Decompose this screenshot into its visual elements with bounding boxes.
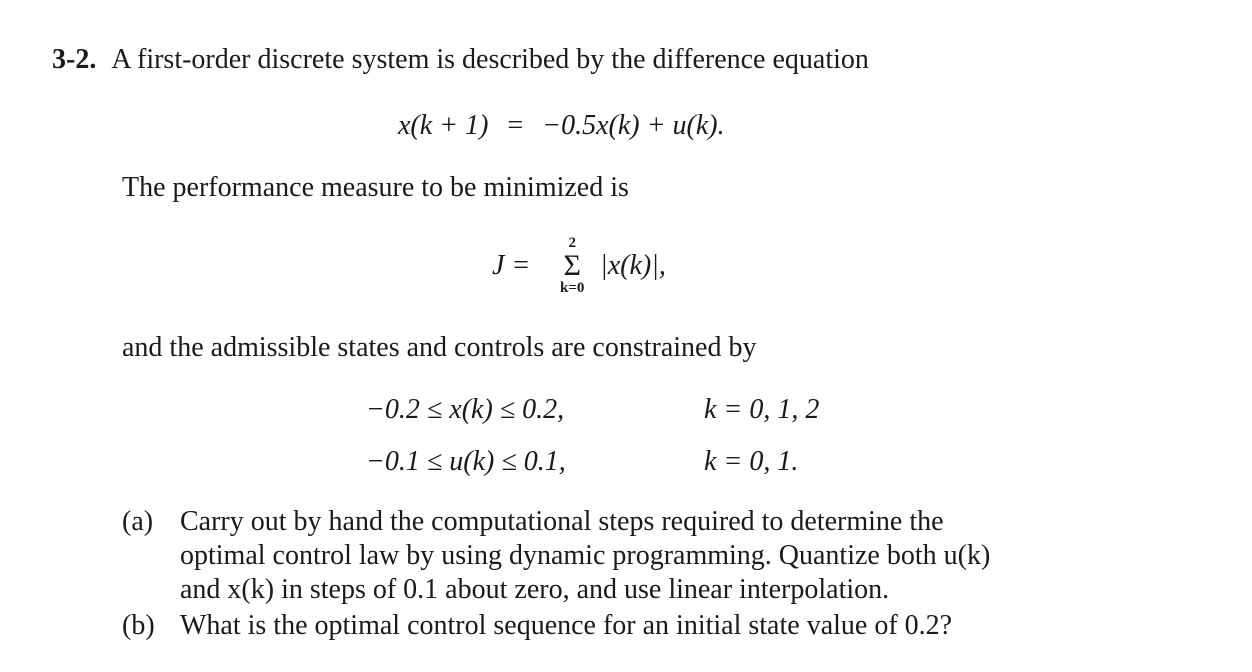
part-line: What is the optimal control sequence for an initial state value of 0.2? — [180, 610, 953, 641]
equation-rhs: −0.5x(k) + u(k). — [542, 110, 725, 141]
constraint-range: k = 0, 1, 2 — [704, 394, 820, 425]
part-line: optimal control law by using dynamic programming. Quantize both u(k) — [180, 540, 991, 571]
constraint-row — [366, 394, 564, 426]
part-label: (a) — [122, 506, 154, 537]
constraint-expr: −0.1 ≤ u(k) ≤ 0.1, — [366, 446, 566, 477]
problem-statement: A first-order discrete system is described by the difference equation — [111, 44, 869, 75]
constraint-expr: −0.2 ≤ x(k) ≤ 0.2, — [366, 394, 565, 425]
performance-lhs: J = — [492, 250, 531, 281]
part-label: (b) — [122, 610, 155, 641]
sum-upper-limit: 2 — [568, 235, 576, 251]
part-line: and x(k) in steps of 0.1 about zero, and use linear interpolation. — [180, 574, 890, 605]
sum-lower-limit: k=0 — [560, 280, 585, 296]
problem-header — [52, 44, 869, 76]
performance-summand: |x(k)|, — [600, 250, 666, 281]
equation-equals: = — [507, 110, 524, 141]
equation-lhs: x(k + 1) — [398, 110, 489, 141]
part-line: Carry out by hand the computational steps required to determine the — [180, 506, 944, 537]
performance-intro: The performance measure to be minimized is — [122, 172, 629, 203]
difference-equation — [398, 110, 725, 142]
summation — [560, 236, 584, 296]
sigma-icon: Σ — [563, 249, 581, 282]
problem-number: 3-2. — [52, 44, 97, 75]
constraints-intro: and the admissible states and controls are constrained by — [122, 332, 757, 363]
constraint-row — [366, 446, 566, 478]
constraint-range: k = 0, 1. — [704, 446, 799, 477]
